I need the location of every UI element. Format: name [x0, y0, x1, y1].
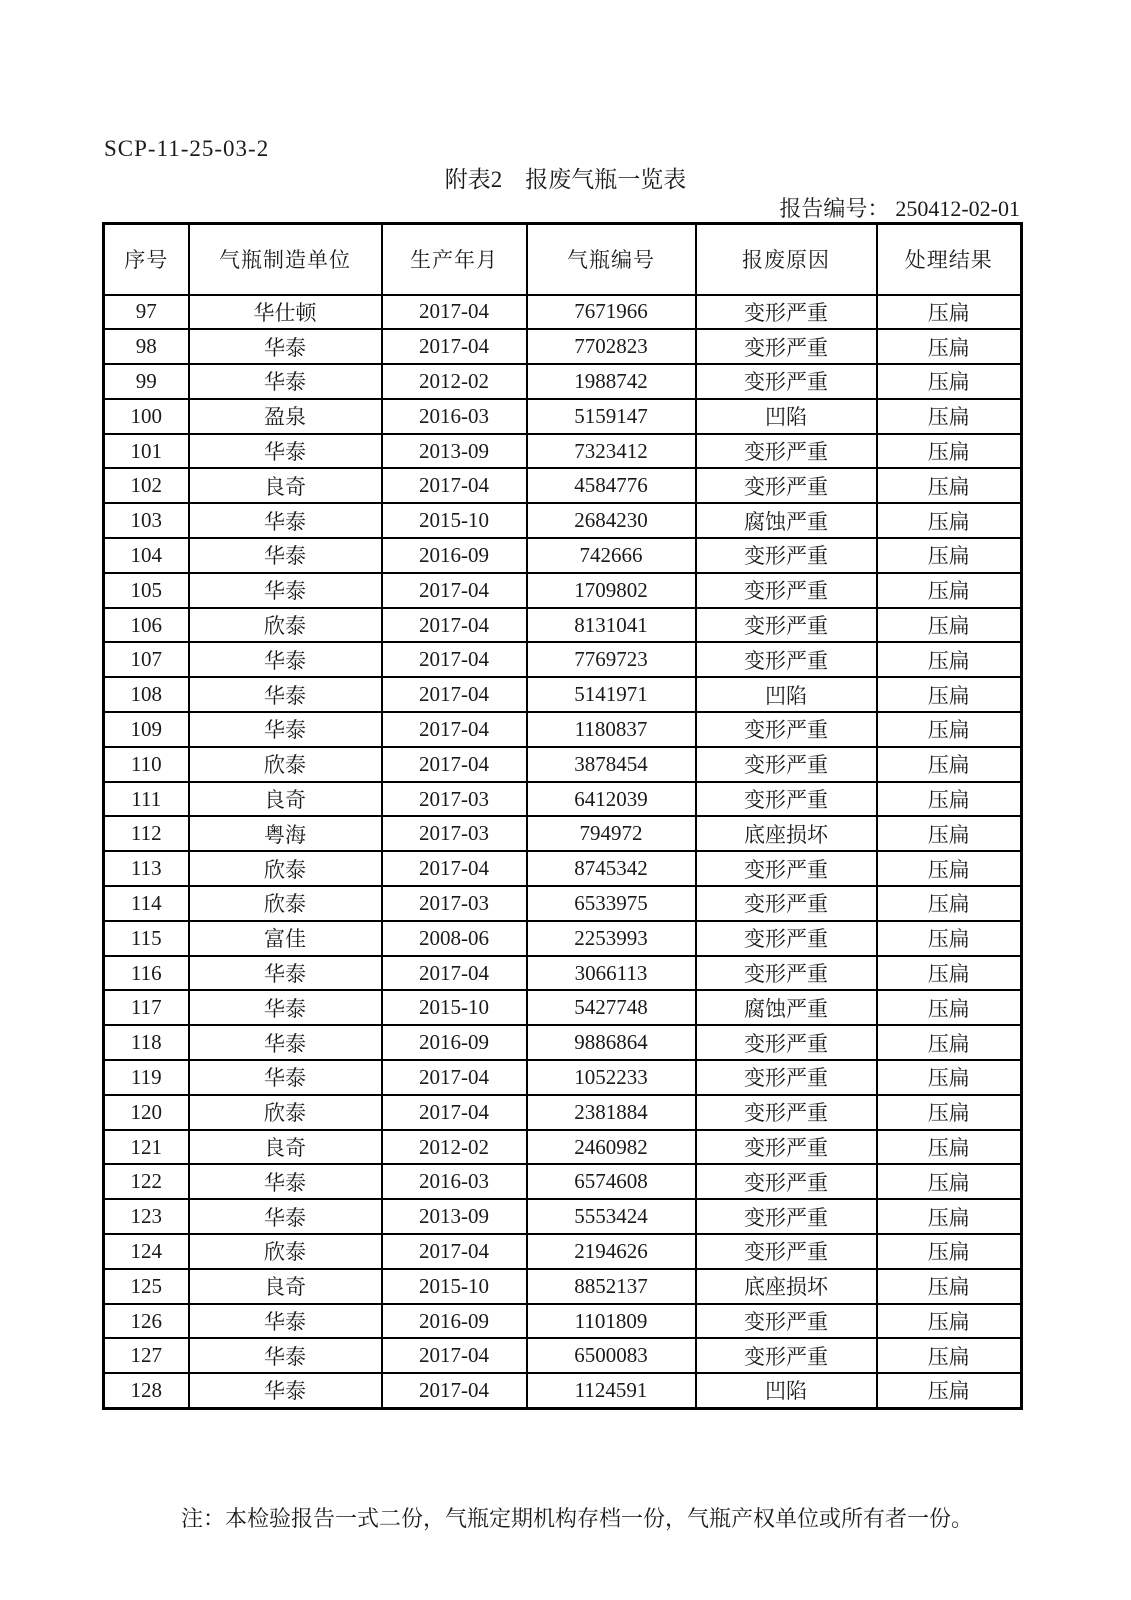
- table-cell: 103: [104, 503, 189, 538]
- table-cell: 1052233: [527, 1060, 696, 1095]
- table-cell: 2012-02: [382, 1130, 527, 1165]
- table-cell: 8852137: [527, 1269, 696, 1304]
- table-cell: 变形严重: [696, 1025, 877, 1060]
- report-number-label: 报告编号：: [779, 196, 890, 221]
- table-cell: 105: [104, 573, 189, 608]
- table-cell: 压扁: [877, 1060, 1022, 1095]
- table-cell: 1124591: [527, 1373, 696, 1408]
- table-cell: 5159147: [527, 399, 696, 434]
- table-cell: 变形严重: [696, 782, 877, 817]
- table-cell: 112: [104, 816, 189, 851]
- table-row: [104, 329, 1022, 364]
- table-row: [104, 677, 1022, 712]
- table-cell: 压扁: [877, 503, 1022, 538]
- table-cell: 6574608: [527, 1164, 696, 1199]
- table-cell: 变形严重: [696, 538, 877, 573]
- table-cell: 1101809: [527, 1304, 696, 1339]
- table-cell: 华泰: [189, 538, 382, 573]
- table-cell: 124: [104, 1234, 189, 1269]
- table-cell: 欣泰: [189, 886, 382, 921]
- table-cell: 压扁: [877, 816, 1022, 851]
- table-row: [104, 399, 1022, 434]
- table-cell: 底座损坏: [696, 1269, 877, 1304]
- table-cell: 113: [104, 851, 189, 886]
- table-row: [104, 816, 1022, 851]
- table-row: [104, 1199, 1022, 1234]
- table-cell: 华泰: [189, 364, 382, 399]
- table-cell: 123: [104, 1199, 189, 1234]
- table-cell: 3878454: [527, 747, 696, 782]
- table-row: [104, 468, 1022, 503]
- table-cell: 2017-04: [382, 642, 527, 677]
- table-cell: 2017-04: [382, 677, 527, 712]
- table-cell: 变形严重: [696, 1095, 877, 1130]
- table-cell: 良奇: [189, 1130, 382, 1165]
- table-cell: 2017-04: [382, 608, 527, 643]
- table-cell: 压扁: [877, 434, 1022, 469]
- table-row: [104, 747, 1022, 782]
- table-row: [104, 851, 1022, 886]
- table-cell: 2017-04: [382, 1060, 527, 1095]
- table-cell: 腐蚀严重: [696, 503, 877, 538]
- column-header-date: 生产年月: [382, 224, 527, 295]
- table-cell: 5553424: [527, 1199, 696, 1234]
- table-cell: 压扁: [877, 468, 1022, 503]
- table-cell: 6533975: [527, 886, 696, 921]
- table-row: [104, 886, 1022, 921]
- table-cell: 2017-04: [382, 1234, 527, 1269]
- table-row: [104, 364, 1022, 399]
- table-cell: 变形严重: [696, 1234, 877, 1269]
- table-cell: 华泰: [189, 956, 382, 991]
- table-cell: 2016-03: [382, 1164, 527, 1199]
- table-cell: 华泰: [189, 1164, 382, 1199]
- table-cell: 2017-04: [382, 956, 527, 991]
- table-cell: 7702823: [527, 329, 696, 364]
- table-cell: 压扁: [877, 747, 1022, 782]
- table-row: [104, 1025, 1022, 1060]
- table-cell: 压扁: [877, 921, 1022, 956]
- footnote: 注：本检验报告一式二份，气瓶定期机构存档一份，气瓶产权单位或所有者一份。: [181, 1506, 974, 1531]
- table-cell: 110: [104, 747, 189, 782]
- table-cell: 欣泰: [189, 1234, 382, 1269]
- table-row: [104, 1373, 1022, 1408]
- table-cell: 富佳: [189, 921, 382, 956]
- table-cell: 121: [104, 1130, 189, 1165]
- table-cell: 变形严重: [696, 434, 877, 469]
- table-cell: 122: [104, 1164, 189, 1199]
- column-header-reason: 报废原因: [696, 224, 877, 295]
- table-cell: 106: [104, 608, 189, 643]
- table-cell: 114: [104, 886, 189, 921]
- table-cell: 2016-09: [382, 1025, 527, 1060]
- table-cell: 794972: [527, 816, 696, 851]
- table-cell: 101: [104, 434, 189, 469]
- table-cell: 7769723: [527, 642, 696, 677]
- table-cell: 2017-04: [382, 712, 527, 747]
- table-cell: 2194626: [527, 1234, 696, 1269]
- table-cell: 变形严重: [696, 1199, 877, 1234]
- table-cell: 华泰: [189, 642, 382, 677]
- table-cell: 2016-03: [382, 399, 527, 434]
- table-cell: 压扁: [877, 712, 1022, 747]
- table-cell: 98: [104, 329, 189, 364]
- table-cell: 6412039: [527, 782, 696, 817]
- table-row: [104, 573, 1022, 608]
- table-cell: 2017-04: [382, 573, 527, 608]
- table-cell: 压扁: [877, 1199, 1022, 1234]
- table-cell: 2017-04: [382, 851, 527, 886]
- table-cell: 底座损坏: [696, 816, 877, 851]
- document-code: SCP-11-25-03-2: [104, 136, 270, 161]
- report-number-line: [779, 192, 1020, 223]
- table-cell: 变形严重: [696, 747, 877, 782]
- table-cell: 压扁: [877, 782, 1022, 817]
- table-cell: 7323412: [527, 434, 696, 469]
- table-cell: 1988742: [527, 364, 696, 399]
- table-cell: 7671966: [527, 295, 696, 330]
- table-row: [104, 956, 1022, 991]
- table-cell: 压扁: [877, 956, 1022, 991]
- table-cell: 欣泰: [189, 1095, 382, 1130]
- table-cell: 2013-09: [382, 1199, 527, 1234]
- table-row: [104, 1269, 1022, 1304]
- table-row: [104, 782, 1022, 817]
- table-row: [104, 503, 1022, 538]
- table-row: [104, 642, 1022, 677]
- table-cell: 变形严重: [696, 329, 877, 364]
- table-cell: 2017-04: [382, 1373, 527, 1408]
- table-cell: 97: [104, 295, 189, 330]
- table-cell: 125: [104, 1269, 189, 1304]
- table-cell: 9886864: [527, 1025, 696, 1060]
- table-cell: 压扁: [877, 364, 1022, 399]
- column-header-seq: 序号: [104, 224, 189, 295]
- column-header-number: 气瓶编号: [527, 224, 696, 295]
- table-cell: 8745342: [527, 851, 696, 886]
- table-cell: 2015-10: [382, 990, 527, 1025]
- table-row: [104, 921, 1022, 956]
- table-cell: 2017-04: [382, 295, 527, 330]
- table-cell: 2017-04: [382, 468, 527, 503]
- table-cell: 2015-10: [382, 1269, 527, 1304]
- table-cell: 6500083: [527, 1338, 696, 1373]
- table-cell: 1180837: [527, 712, 696, 747]
- table-cell: 压扁: [877, 851, 1022, 886]
- table-cell: 华仕顿: [189, 295, 382, 330]
- table-cell: 压扁: [877, 1304, 1022, 1339]
- table-cell: 2015-10: [382, 503, 527, 538]
- table-row: [104, 295, 1022, 330]
- scrapped-cylinders-table: [102, 222, 1023, 1410]
- table-cell: 压扁: [877, 1338, 1022, 1373]
- table-cell: 压扁: [877, 990, 1022, 1025]
- table-cell: 压扁: [877, 329, 1022, 364]
- table-cell: 118: [104, 1025, 189, 1060]
- table-cell: 华泰: [189, 1373, 382, 1408]
- table-row: [104, 608, 1022, 643]
- table-cell: 良奇: [189, 468, 382, 503]
- table-cell: 压扁: [877, 538, 1022, 573]
- table-cell: 腐蚀严重: [696, 990, 877, 1025]
- table-row: [104, 990, 1022, 1025]
- table-cell: 华泰: [189, 712, 382, 747]
- table-cell: 8131041: [527, 608, 696, 643]
- page-title: 附表2 报废气瓶一览表: [444, 167, 687, 192]
- table-cell: 变形严重: [696, 364, 877, 399]
- table-row: [104, 434, 1022, 469]
- table-cell: 3066113: [527, 956, 696, 991]
- table-cell: 华泰: [189, 1338, 382, 1373]
- table-cell: 华泰: [189, 1199, 382, 1234]
- table-cell: 压扁: [877, 642, 1022, 677]
- table-cell: 压扁: [877, 1095, 1022, 1130]
- table-cell: 128: [104, 1373, 189, 1408]
- table-cell: 变形严重: [696, 468, 877, 503]
- table-cell: 116: [104, 956, 189, 991]
- table-cell: 压扁: [877, 399, 1022, 434]
- table-cell: 117: [104, 990, 189, 1025]
- table-cell: 2013-09: [382, 434, 527, 469]
- table-cell: 115: [104, 921, 189, 956]
- table-cell: 变形严重: [696, 712, 877, 747]
- table-row: [104, 1234, 1022, 1269]
- table-cell: 华泰: [189, 434, 382, 469]
- table-row: [104, 1338, 1022, 1373]
- report-number-value: 250412-02-01: [895, 196, 1020, 221]
- table-cell: 华泰: [189, 503, 382, 538]
- table-cell: 变形严重: [696, 886, 877, 921]
- table-cell: 107: [104, 642, 189, 677]
- table-cell: 压扁: [877, 677, 1022, 712]
- table-cell: 变形严重: [696, 1304, 877, 1339]
- table-row: [104, 1304, 1022, 1339]
- table-cell: 压扁: [877, 608, 1022, 643]
- table-cell: 盈泉: [189, 399, 382, 434]
- table-cell: 变形严重: [696, 1130, 877, 1165]
- table-cell: 变形严重: [696, 608, 877, 643]
- table-cell: 变形严重: [696, 851, 877, 886]
- table-cell: 变形严重: [696, 921, 877, 956]
- table-cell: 119: [104, 1060, 189, 1095]
- table-cell: 粤海: [189, 816, 382, 851]
- table-cell: 压扁: [877, 1234, 1022, 1269]
- table-cell: 欣泰: [189, 608, 382, 643]
- table-row: [104, 538, 1022, 573]
- table-cell: 华泰: [189, 1025, 382, 1060]
- table-cell: 126: [104, 1304, 189, 1339]
- table-row: [104, 1095, 1022, 1130]
- table-cell: 变形严重: [696, 1164, 877, 1199]
- table-cell: 1709802: [527, 573, 696, 608]
- table-cell: 2017-03: [382, 816, 527, 851]
- table-cell: 742666: [527, 538, 696, 573]
- table-cell: 压扁: [877, 1025, 1022, 1060]
- table-cell: 压扁: [877, 1130, 1022, 1165]
- table-cell: 华泰: [189, 990, 382, 1025]
- table-cell: 2017-04: [382, 1338, 527, 1373]
- table-cell: 2017-04: [382, 329, 527, 364]
- table-cell: 4584776: [527, 468, 696, 503]
- table-cell: 凹陷: [696, 399, 877, 434]
- table-cell: 华泰: [189, 573, 382, 608]
- table-cell: 变形严重: [696, 295, 877, 330]
- column-header-maker: 气瓶制造单位: [189, 224, 382, 295]
- table-cell: 2381884: [527, 1095, 696, 1130]
- table-row: [104, 1130, 1022, 1165]
- table-cell: 2016-09: [382, 1304, 527, 1339]
- table-body: [104, 295, 1022, 1409]
- table-cell: 变形严重: [696, 1338, 877, 1373]
- table-cell: 压扁: [877, 1164, 1022, 1199]
- table-cell: 压扁: [877, 886, 1022, 921]
- table-cell: 99: [104, 364, 189, 399]
- table-row: [104, 1164, 1022, 1199]
- table-cell: 良奇: [189, 782, 382, 817]
- table-cell: 108: [104, 677, 189, 712]
- table-cell: 华泰: [189, 1060, 382, 1095]
- table-cell: 凹陷: [696, 677, 877, 712]
- table-cell: 2017-04: [382, 1095, 527, 1130]
- table-cell: 5141971: [527, 677, 696, 712]
- table-cell: 欣泰: [189, 851, 382, 886]
- table-cell: 104: [104, 538, 189, 573]
- table-cell: 变形严重: [696, 573, 877, 608]
- table-cell: 凹陷: [696, 1373, 877, 1408]
- table-cell: 压扁: [877, 1269, 1022, 1304]
- table-cell: 变形严重: [696, 1060, 877, 1095]
- table-row: [104, 712, 1022, 747]
- table-cell: 111: [104, 782, 189, 817]
- table-cell: 变形严重: [696, 642, 877, 677]
- table-cell: 华泰: [189, 1304, 382, 1339]
- table-cell: 2016-09: [382, 538, 527, 573]
- table-cell: 100: [104, 399, 189, 434]
- table-cell: 102: [104, 468, 189, 503]
- table-cell: 2017-03: [382, 886, 527, 921]
- table-cell: 109: [104, 712, 189, 747]
- table-row: [104, 1060, 1022, 1095]
- table-cell: 2684230: [527, 503, 696, 538]
- table-cell: 5427748: [527, 990, 696, 1025]
- table-cell: 127: [104, 1338, 189, 1373]
- table-cell: 变形严重: [696, 956, 877, 991]
- table-cell: 2008-06: [382, 921, 527, 956]
- table-cell: 2012-02: [382, 364, 527, 399]
- table-cell: 2253993: [527, 921, 696, 956]
- table-cell: 欣泰: [189, 747, 382, 782]
- table-cell: 良奇: [189, 1269, 382, 1304]
- column-header-result: 处理结果: [877, 224, 1022, 295]
- table-cell: 压扁: [877, 1373, 1022, 1408]
- table-header-row: [104, 224, 1022, 295]
- table-cell: 2017-04: [382, 747, 527, 782]
- table-cell: 压扁: [877, 573, 1022, 608]
- table-cell: 压扁: [877, 295, 1022, 330]
- table-cell: 华泰: [189, 329, 382, 364]
- table-cell: 华泰: [189, 677, 382, 712]
- table-cell: 2460982: [527, 1130, 696, 1165]
- table-cell: 120: [104, 1095, 189, 1130]
- table-cell: 2017-03: [382, 782, 527, 817]
